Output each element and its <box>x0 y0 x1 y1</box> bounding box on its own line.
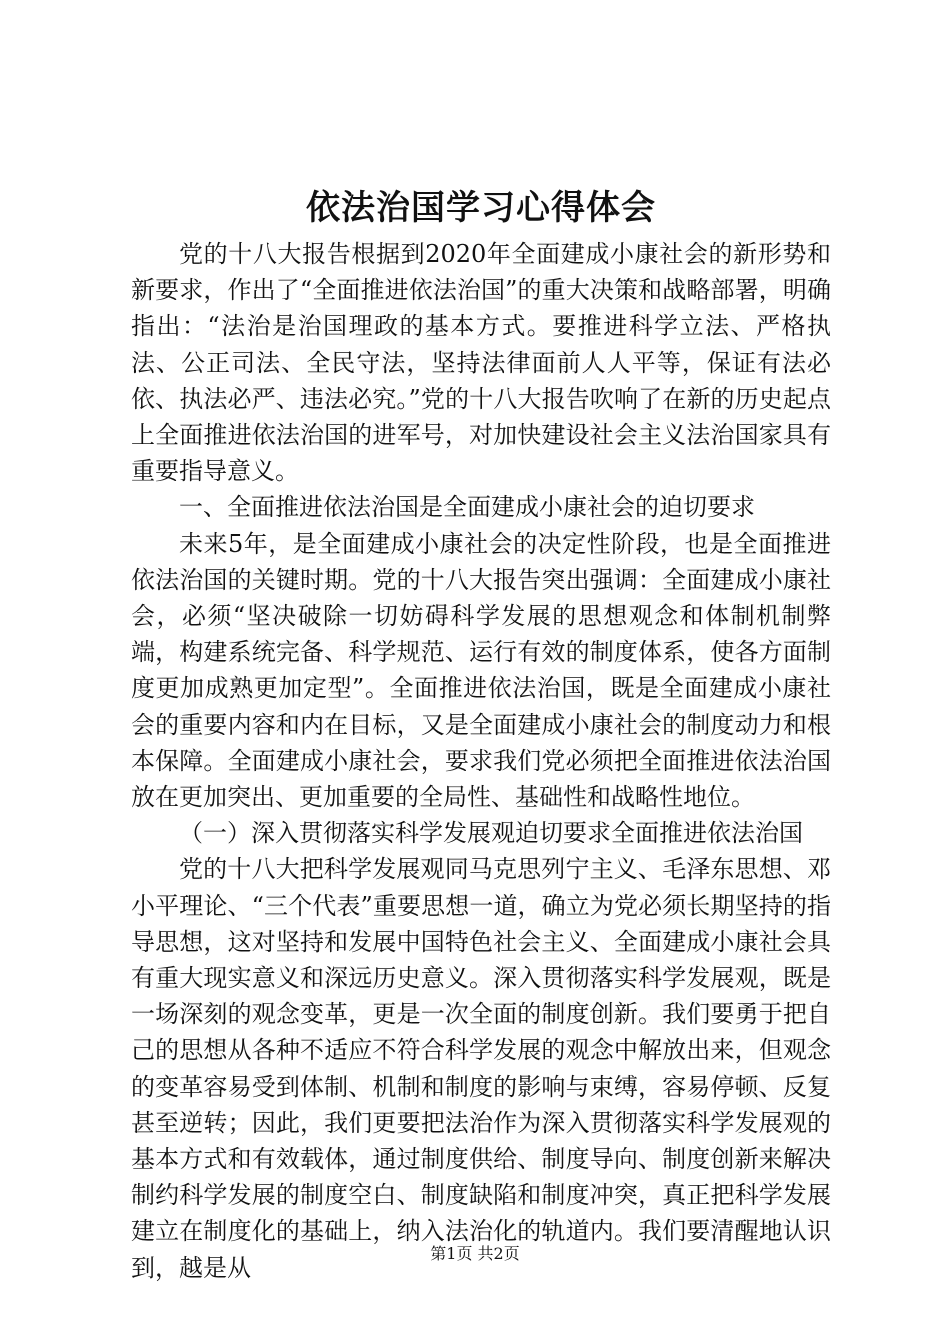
paragraph-subsection-1: 党的十八大把科学发展观同马克思列宁主义、毛泽东思想、邓小平理论、“三个代表”重要思想一道，确立为党必须长期坚持的指导思想，这对坚持和发展中国特色社会主义、全面建成小康社会具有重大现实意义和深远历史意义。深入贯彻落实科学发展观，既是一场深刻的观念变革，更是一次全面的制度创新。我们要勇于把自己的思想从各种不适应不符合科学发展的观念中解放出来，但观念的变革容易受到体制、机制和制度的影响与束缚，容易停顿、反复甚至逆转；因此，我们更要把法治作为深入贯彻落实科学发展观的基本方式和有效载体，通过制度供给、制度导向、制度创新来解决制约科学发展的制度空白、制度缺陷和制度冲突，真正把科学发展建立在制度化的基础上，纳入法治化的轨道内。我们要清醒地认识到，越是从 <box>131 855 831 1282</box>
subsection-heading-1: （一）深入贯彻落实科学发展观迫切要求全面推进依法治国 <box>179 819 803 848</box>
document-body <box>131 180 831 1286</box>
section-heading-1: 一、全面推进依法治国是全面建成小康社会的迫切要求 <box>179 493 755 522</box>
page-number-footer: 第1页 共2页 <box>430 1244 520 1263</box>
paragraph-section-1: 未来5年，是全面建成小康社会的决定性阶段，也是全面推进依法治国的关键时期。党的十八大报告突出强调：全面建成小康社会，必须“坚决破除一切妨碍科学发展的思想观念和体制机制弊端，构建系统完备、科学规范、运行有效的制度体系，使各方面制度更加成熟更加定型”。全面推进依法治国，既是全面建成小康社会的重要内容和内在目标，又是全面建成小康社会的制度动力和根本保障。全面建成小康社会，要求我们党必须把全面推进依法治国放在更加突出、更加重要的全局性、基础性和战略性地位。 <box>131 529 831 812</box>
paragraph-intro: 党的十八大报告根据到2020年全面建成小康社会的新形势和新要求，作出了“全面推进依法治国”的重大决策和战略部署，明确指出：“法治是治国理政的基本方式。要推进科学立法、严格执法、公正司法、全民守法，坚持法律面前人人平等，保证有法必依、执法必严、违法必究。”党的十八大报告吹响了在新的历史起点上全面推进依法治国的进军号，对加快建设社会主义法治国家具有重要指导意义。 <box>131 240 831 486</box>
document-title: 依法治国学习心得体会 <box>306 188 656 228</box>
